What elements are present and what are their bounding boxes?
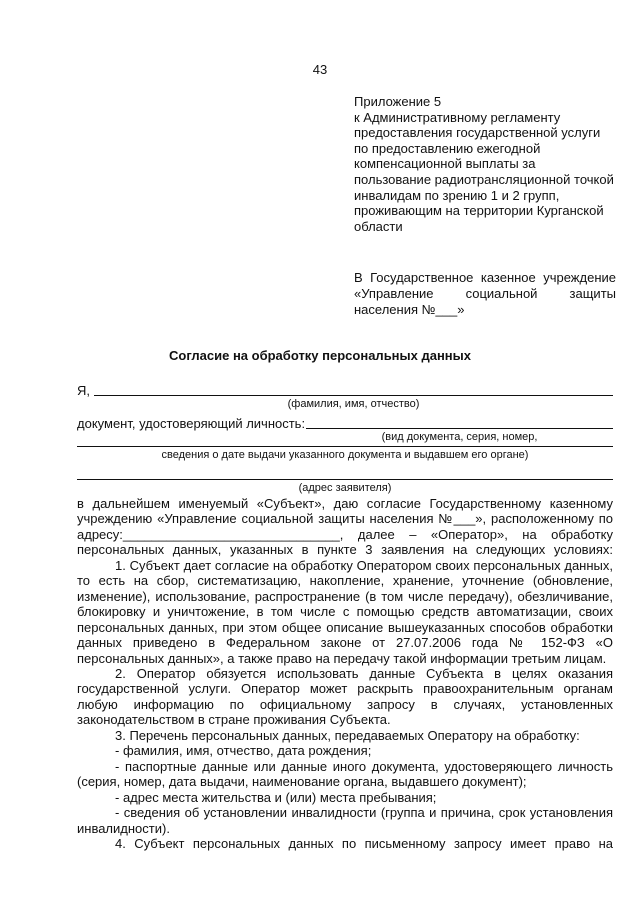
page-number: 43: [312, 62, 328, 77]
appendix-line: к Административному регламенту: [354, 109, 561, 125]
document-caption: (вид документа, серия, номер,: [381, 431, 538, 443]
list-item: - паспортные данные или данные иного документа, удостоверяющего личность (серия, номер, дата выдачи, наименование органа, выдавшего документ);: [77, 758, 613, 790]
list-item: - адрес места жительства и (или) места пребывания;: [115, 789, 437, 805]
address-caption: (адрес заявителя): [298, 482, 392, 494]
clause-3: 3. Перечень персональных данных, передаваемых Оператору на обработку:: [115, 727, 580, 743]
appendix-header: [354, 94, 624, 234]
addressee-block: [354, 270, 616, 318]
appendix-line: инвалидам по зрению 1 и 2 групп,: [354, 187, 560, 203]
fio-caption: (фамилия, имя, отчество): [287, 398, 420, 410]
body-line: в дальнейшем именуемый «Субъект», даю согласие Государственному казенному: [77, 496, 613, 511]
clause-4: 4. Субъект персональных данных по письменному запросу имеет право на: [115, 835, 613, 851]
document-field-line-2[interactable]: [77, 446, 613, 447]
appendix-line: Приложение 5: [354, 94, 442, 109]
addressee-line: «Управление социальной защиты: [354, 286, 616, 301]
clause-1: 1. Субъект дает согласие на обработку Оператором своих персональных данных, то есть на сбор, систематизацию, накопление, хранение, уточнение (обновление, изменение), использование, распространение (в том числе передачу), обезличивание, блокировку и уничтожение, в том числе с помощью средств автоматизации, своих персональных данных, при этом общее описание вышеуказанных способов обработки данных приведено в Федеральном законе от 27.07.2006 года № 152-ФЗ «О персональных данных», а также право на передачу такой информации третьим лицам.: [77, 557, 613, 666]
clause-2: 2. Оператор обязуется использовать данные Субъекта в целях оказания государственной услуги. Оператор может раскрыть правоохранительным органам любую информацию по официальному запросу в случаях, установленных законодательством в стране проживания Субъекта.: [77, 665, 613, 728]
appendix-line: компенсационной выплаты за: [354, 156, 536, 172]
list-item: - сведения об установлении инвалидности (группа и причина, срок установления инвалидности).: [77, 805, 613, 836]
addressee-line: В Государственное казенное учреждение: [354, 270, 616, 285]
fio-field-line[interactable]: [94, 395, 613, 396]
addressee-line: населения №___»: [354, 302, 465, 317]
body-line: учреждению «Управление социальной защиты населения №___», расположенному по: [77, 511, 613, 527]
appendix-line: области: [354, 218, 403, 234]
body-line: адресу:______________________________, далее – «Оператор», на обработку: [77, 526, 613, 542]
body-line: персональных данных, указанных в пункте 3 заявления на следующих условиях:: [77, 542, 613, 558]
appendix-line: по предоставлению ежегодной: [354, 140, 541, 156]
consent-body: [77, 496, 613, 851]
appendix-line: проживающим на территории Курганской: [354, 203, 604, 219]
issue-caption: сведения о дате выдачи указанного документа и выдавшем его органе): [161, 449, 529, 461]
appendix-line: пользование радиотрансляционной точкой: [354, 171, 614, 187]
ya-label: Я,: [77, 383, 90, 398]
document-field-line[interactable]: [306, 428, 613, 429]
document-title: Согласие на обработку персональных данных: [168, 348, 471, 363]
address-field-line[interactable]: [77, 479, 613, 480]
list-item: - фамилия, имя, отчество, дата рождения;: [115, 743, 372, 759]
appendix-line: предоставления государственной услуги: [354, 125, 601, 141]
document-label: документ, удостоверяющий личность:: [77, 416, 306, 431]
